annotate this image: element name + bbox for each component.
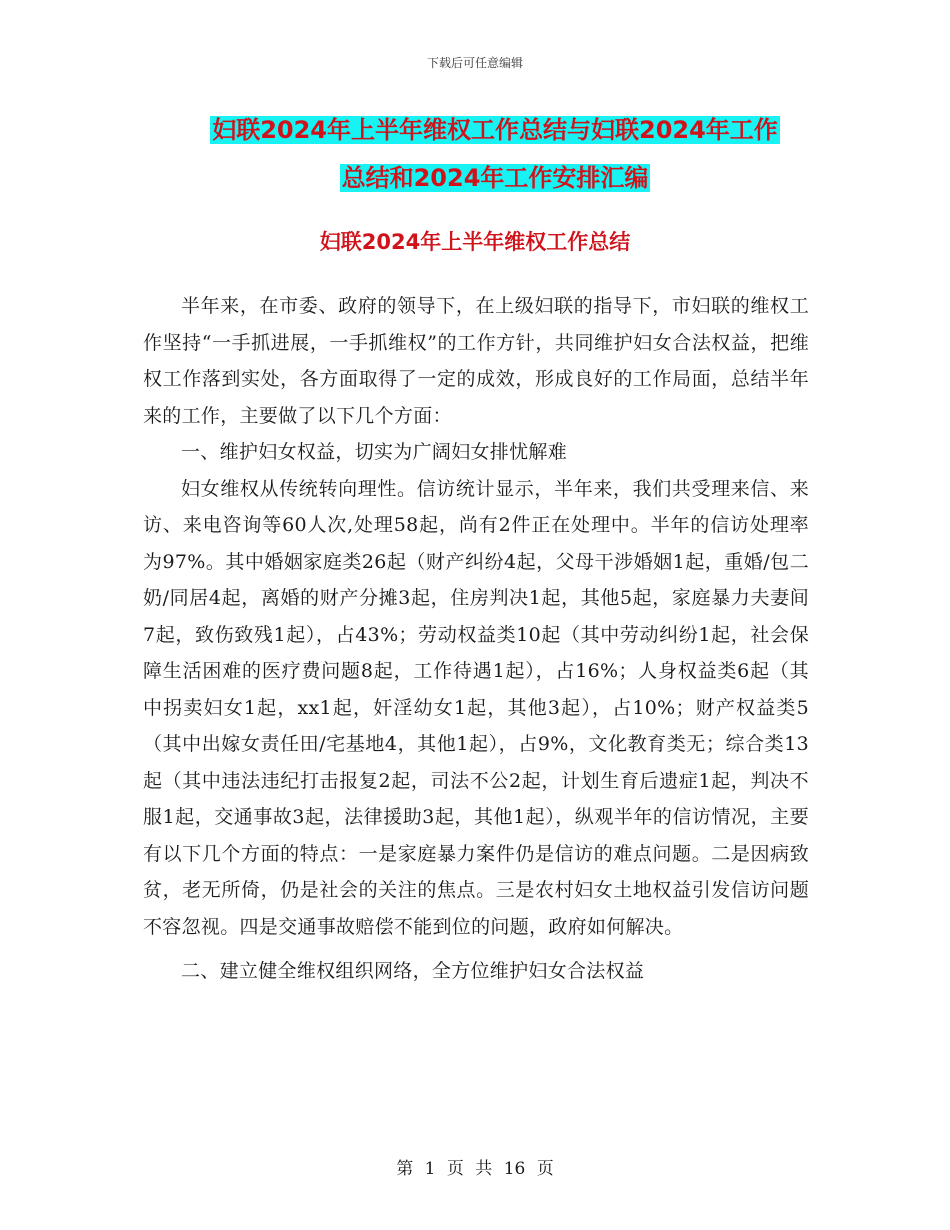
section-title: 妇联2024年上半年维权工作总结 bbox=[319, 230, 631, 254]
body-text bbox=[143, 288, 809, 990]
document-title-line-1: 妇联2024年上半年维权工作总结与妇联2024年工作 bbox=[212, 116, 778, 144]
document-title bbox=[150, 106, 840, 202]
header-note: 下载后可任意编辑 bbox=[426, 56, 523, 70]
paragraph-statistics: 妇女维权从传统转向理性。信访统计显示，半年来，我们共受理来信、来访、来电咨询等60人次,处理58起，尚有2件正在处理中。半年的信访处理率为97%。其中婚姻家庭类26起（财产纠纷4起，父母干涉婚姻1起，重婚/包二奶/同居4起，离婚的财产分摊3起，住房判决1起，其他5起，家庭暴力夫妻间7起，致伤致残1起），占43%；劳动权益类10起（其中劳动纠纷1起，社会保障生活困难的医疗费问题8起，工作待遇1起），占16%；人身权益类6起（其中拐卖妇女1起，xx1起，奸淫幼女1起，其他3起），占10%；财产权益类5（其中出嫁女责任田/宅基地4，其他1起），占9%，文化教育类无；综合类13起（其中违法违纪打击报复2起，司法不公2起，计划生育后遗症1起，判决不服1起，交通事故3起，法律援助3起，其他1起），纵观半年的信访情况，主要有以下几个方面的特点：一是家庭暴力案件仍是信访的难点问题。二是因病致贫，老无所倚，仍是社会的关注的焦点。三是农村妇女土地权益引发信访问题不容忽视。四是交通事故赔偿不能到位的问题，政府如何解决。 bbox=[143, 477, 809, 938]
page-footer: 第 1 页 共 16 页 bbox=[396, 1159, 554, 1179]
heading-part-two: 二、建立健全维权组织网络，全方位维护妇女合法权益 bbox=[181, 960, 645, 982]
document-title-line-2: 总结和2024年工作安排汇编 bbox=[341, 164, 649, 192]
paragraph-intro: 半年来，在市委、政府的领导下，在上级妇联的指导下，市妇联的维权工作坚持“一手抓进展，一手抓维权”的工作方针，共同维护妇女合法权益，把维权工作落到实处，各方面取得了一定的成效，形成良好的工作局面，总结半年来的工作，主要做了以下几个方面： bbox=[143, 295, 809, 427]
heading-part-one: 一、维护妇女权益，切实为广阔妇女排忧解难 bbox=[181, 441, 568, 463]
